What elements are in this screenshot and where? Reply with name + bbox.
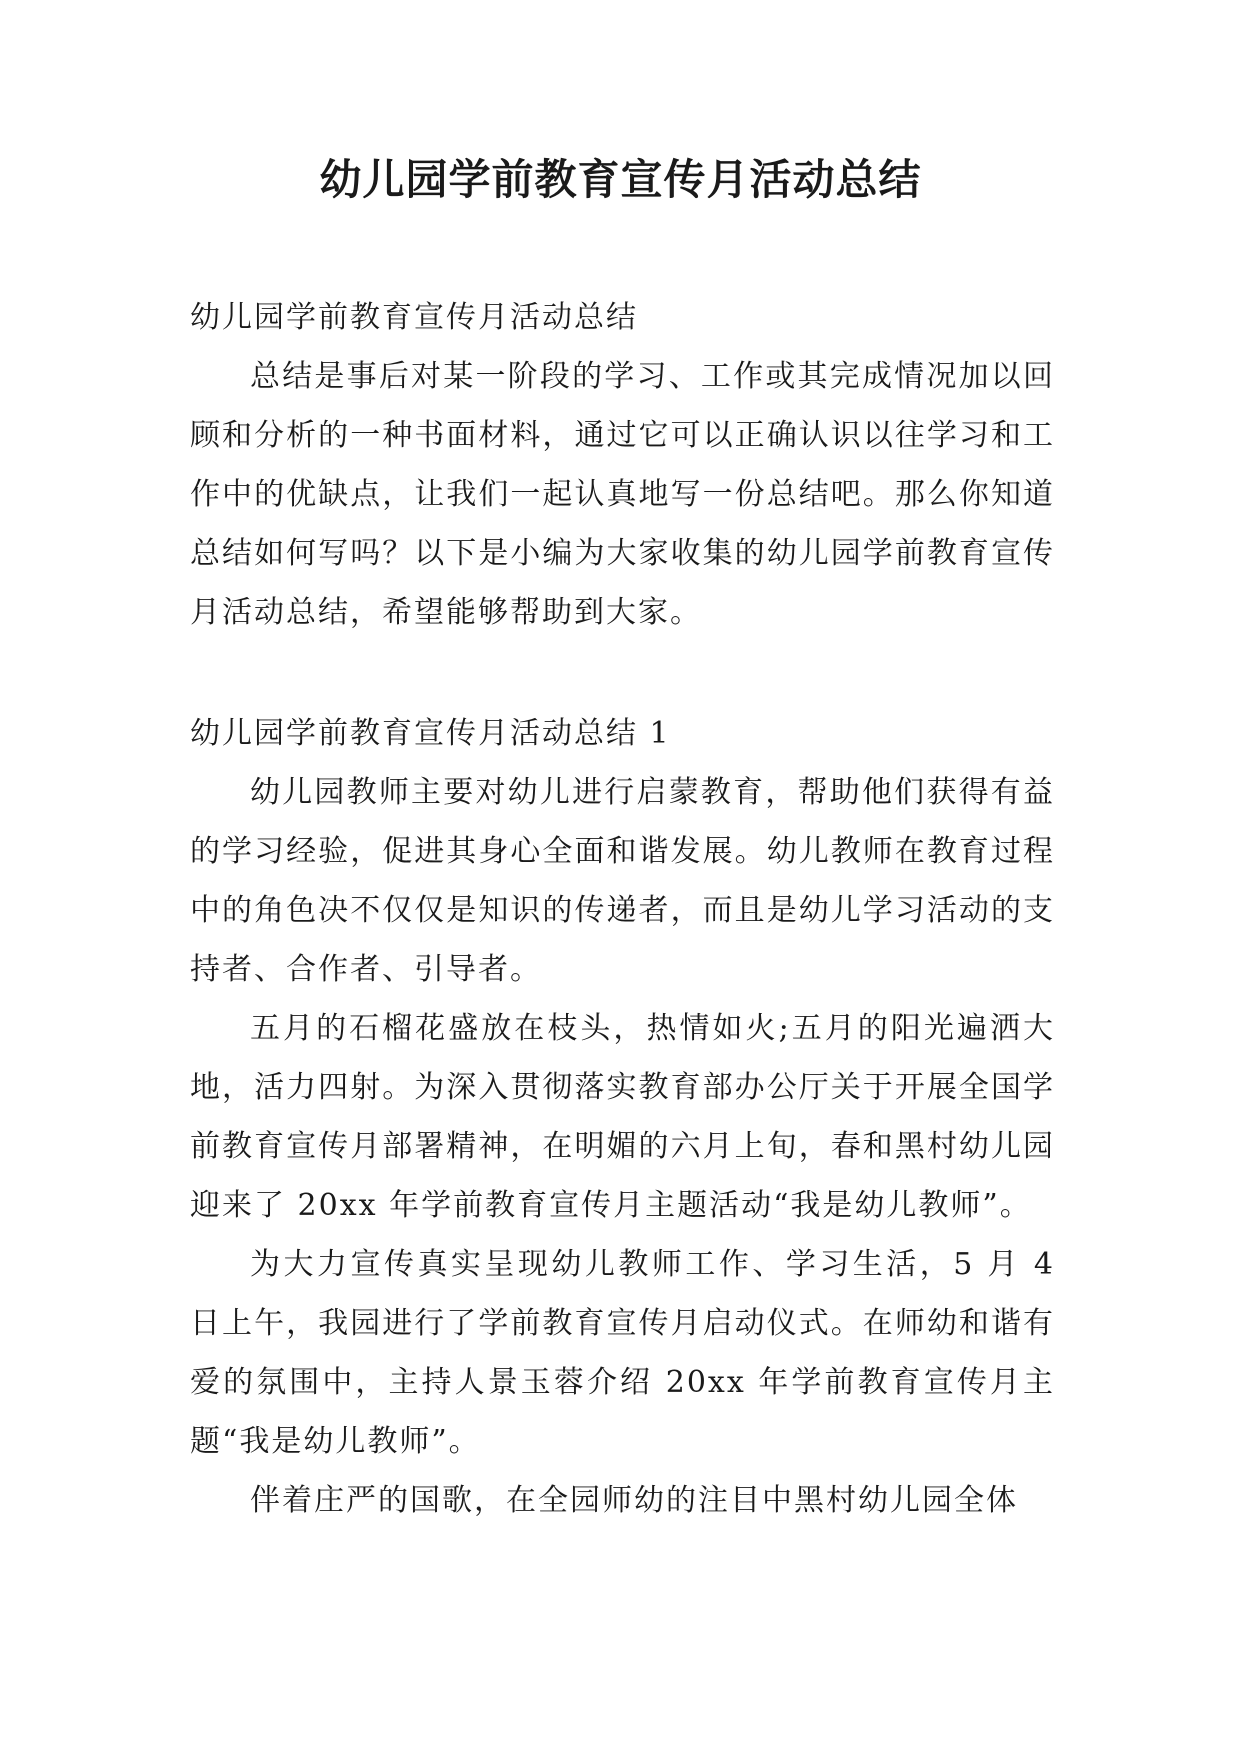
intro-paragraph: 总结是事后对某一阶段的学习、工作或其完成情况加以回顾和分析的一种书面材料，通过它可以正确认识以往学习和工作中的优缺点，让我们一起认真地写一份总结吧。那么你知道总结如何写吗？以下是小编为大家收集的幼儿园学前教育宣传月活动总结，希望能够帮助到大家。 [190,359,1055,630]
document-body [190,288,1055,1530]
section-1-paragraph-4: 伴着庄严的国歌，在全园师幼的注目中黑村幼儿园全体 [250,1483,1018,1518]
section-1-heading: 幼儿园学前教育宣传月活动总结 1 [190,716,671,751]
section-1-paragraph-1: 幼儿园教师主要对幼儿进行启蒙教育，帮助他们获得有益的学习经验，促进其身心全面和谐发展。幼儿教师在教育过程中的角色决不仅仅是知识的传递者，而且是幼儿学习活动的支持者、合作者、引导者。 [190,775,1055,987]
intro-heading: 幼儿园学前教育宣传月活动总结 [190,300,638,335]
section-1-paragraph-3: 为大力宣传真实呈现幼儿教师工作、学习生活，5 月 4 日上午，我园进行了学前教育宣传月启动仪式。在师幼和谐有爱的氛围中，主持人景玉蓉介绍 20xx 年学前教育宣传月主题“我是幼儿教师”。 [190,1247,1055,1459]
section-spacer [190,642,1055,704]
document-title: 幼儿园学前教育宣传月活动总结 [319,155,922,204]
section-1-paragraph-2: 五月的石榴花盛放在枝头，热情如火;五月的阳光遍洒大地，活力四射。为深入贯彻落实教育部办公厅关于开展全国学前教育宣传月部署精神，在明媚的六月上旬，春和黑村幼儿园迎来了 20xx 年学前教育宣传月主题活动“我是幼儿教师”。 [190,1011,1055,1223]
